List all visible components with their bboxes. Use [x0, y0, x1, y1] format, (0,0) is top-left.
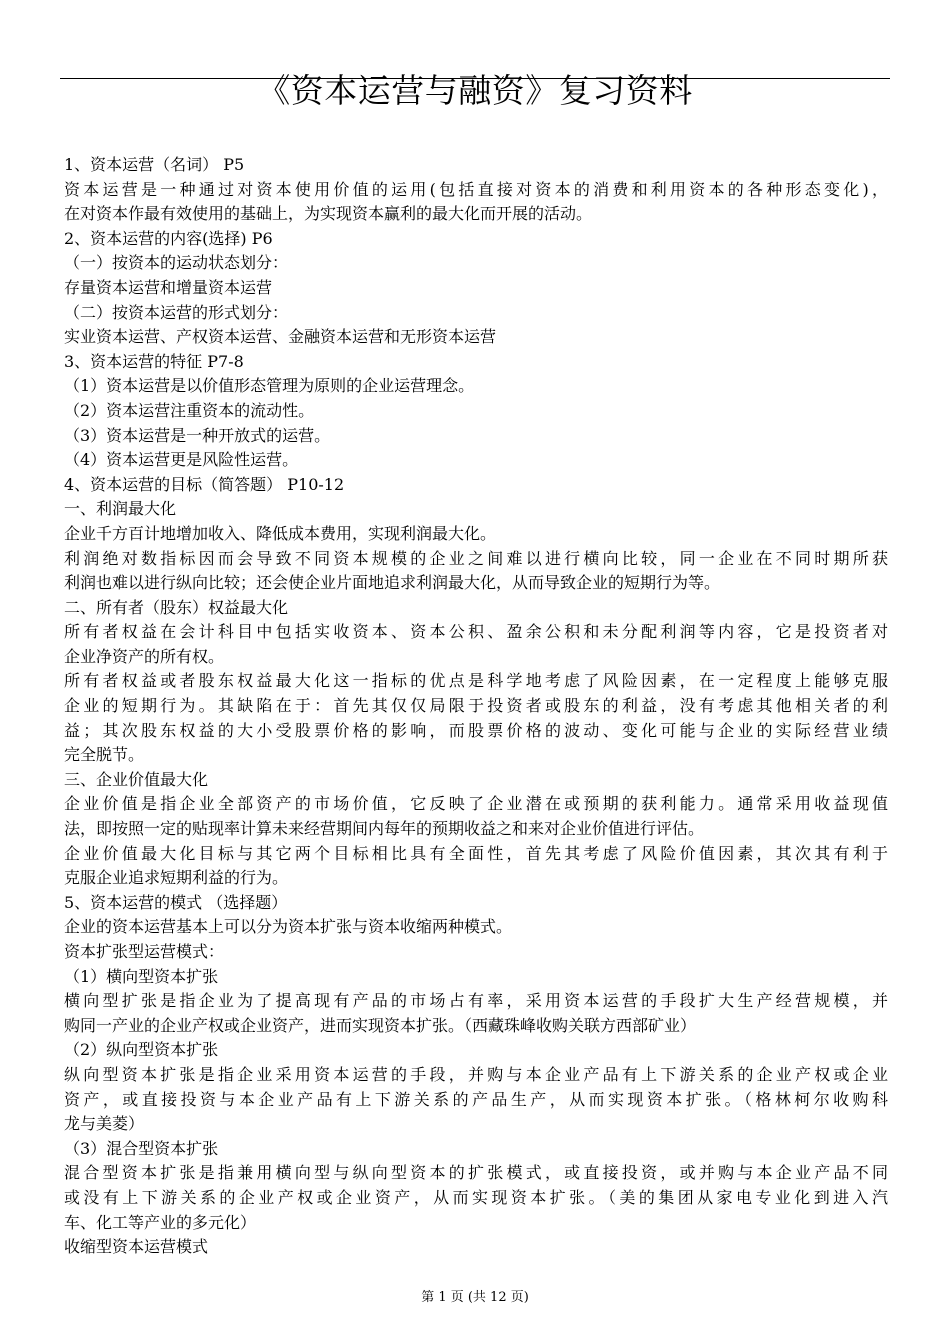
text-line: 企业价值最大化目标与其它两个目标相比具有全面性，首先其考虑了风险价值因素，其次其有利于: [64, 843, 888, 863]
text-line: 益；其次股东权益的大小受股票价格的影响，而股票价格的波动、变化可能与企业的实际经营业绩: [64, 720, 888, 740]
text-line: （4）资本运营更是风险性运营。: [64, 450, 299, 470]
text-line: 在对资本作最有效使用的基础上，为实现资本赢利的最大化而开展的活动。: [64, 204, 593, 224]
text-line: 所有者权益或者股东权益最大化这一指标的优点是科学地考虑了风险因素，在一定程度上能够克服: [64, 671, 888, 691]
text-line: 横向型扩张是指企业为了提高现有产品的市场占有率，采用资本运营的手段扩大生产经营规模，并: [64, 991, 888, 1011]
text-line: 2、资本运营的内容(选择) P6: [64, 228, 273, 248]
text-line: 企业的短期行为。其缺陷在于：首先其仅仅局限于投资者或股东的利益，没有考虑其他相关者的利: [64, 696, 888, 716]
text-line: （1）资本运营是以价值形态管理为原则的企业运营理念。: [64, 376, 475, 396]
text-line: 4、资本运营的目标（简答题） P10-12: [64, 474, 345, 494]
text-line: 3、资本运营的特征 P7-8: [64, 351, 244, 371]
text-line: 企业千方百计地增加收入、降低成本费用，实现利润最大化。: [64, 523, 497, 543]
text-line: （一）按资本的运动状态划分：: [64, 253, 289, 273]
text-line: 5、资本运营的模式 （选择题）: [64, 892, 288, 912]
text-line: 资本扩张型运营模式：: [64, 942, 225, 961]
text-line: 完全脱节。: [64, 745, 145, 765]
text-line: 利润绝对数指标因而会导致不同资本规模的企业之间难以进行横向比较，同一企业在不同时期所获: [64, 548, 888, 568]
text-line: 所有者权益在会计科目中包括实收资本、资本公积、盈余公积和未分配利润等内容，它是投资者对: [64, 622, 888, 642]
text-line: （3）资本运营是一种开放式的运营。: [64, 425, 331, 445]
text-line: 三、企业价值最大化: [64, 769, 209, 789]
text-line: 龙与美菱）: [64, 1114, 145, 1134]
page-footer: 第 1 页 (共 12 页): [421, 1290, 529, 1305]
text-line: 收缩型资本运营模式: [64, 1237, 209, 1257]
text-line: 二、所有者（股东）权益最大化: [64, 597, 289, 617]
text-line: 或没有上下游关系的企业产权或企业资产，从而实现资本扩张。（美的集团从家电专业化到进入汽: [64, 1187, 888, 1207]
text-line: 企业净资产的所有权。: [64, 646, 225, 666]
text-line: 存量资本运营和增量资本运营: [64, 277, 273, 297]
text-line: 企业价值是指企业全部资产的市场价值，它反映了企业潜在或预期的获利能力。通常采用收益现值: [64, 794, 888, 814]
text-line: 实业资本运营、产权资本运营、金融资本运营和无形资本运营: [64, 327, 497, 347]
text-line: 1、资本运营（名词） P5: [64, 155, 245, 174]
document-title: 《资本运营与融资》复习资料: [257, 71, 693, 110]
text-line: （2）资本运营注重资本的流动性。: [64, 400, 315, 420]
text-line: 利润也难以进行纵向比较；还会使企业片面地追求利润最大化，从而导致企业的短期行为等。: [64, 573, 721, 593]
text-line: （3）混合型资本扩张: [64, 1138, 219, 1158]
text-line: 克服企业追求短期利益的行为。: [64, 868, 289, 888]
text-line: 车、化工等产业的多元化）: [64, 1212, 257, 1232]
text-line: （2）纵向型资本扩张: [64, 1040, 219, 1060]
document-body: [64, 153, 888, 1260]
text-line: （1）横向型资本扩张: [64, 966, 219, 986]
text-line: 购同一产业的企业产权或企业资产，进而实现资本扩张。（西藏珠峰收购关联方西部矿业）: [64, 1015, 697, 1035]
text-line: 纵向型资本扩张是指企业采用资本运营的手段，并购与本企业产品有上下游关系的企业产权或企业: [64, 1064, 888, 1084]
text-line: 一、利润最大化: [64, 499, 177, 519]
text-line: 资产，或直接投资与本企业产品有上下游关系的产品生产，从而实现资本扩张。（格林柯尔收购科: [64, 1089, 888, 1109]
text-line: 企业的资本运营基本上可以分为资本扩张与资本收缩两种模式。: [64, 917, 513, 937]
text-line: 混合型资本扩张是指兼用横向型与纵向型资本的扩张模式，或直接投资，或并购与本企业产品不同: [64, 1163, 888, 1183]
text-line: （二）按资本运营的形式划分：: [64, 302, 289, 322]
text-line: 资本运营是一种通过对资本使用价值的运用(包括直接对资本的消费和利用资本的各种形态变化)，: [64, 179, 888, 199]
text-line: 法，即按照一定的贴现率计算未来经营期间内每年的预期收益之和来对企业价值进行评估。: [64, 819, 705, 839]
